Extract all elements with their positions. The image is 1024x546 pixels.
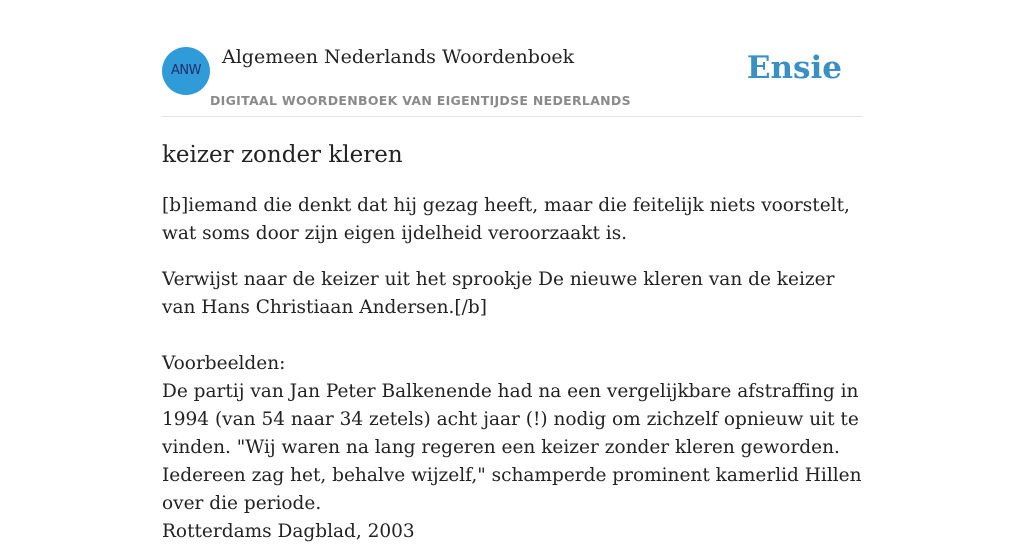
- entry-body: Verwijst naar de keizer uit het sprookje De nieuwe kleren van de keizer van Hans Christiaan Andersen.[/b] Voorbeelden: De partij van Jan Peter Balkenende had na een vergelijkbare afstraffing in 1994 (van 54 naar 34 zetels) acht jaar (!) nodig om zichzelf opnieuw uit te vinden. "Wij waren na lang regeren een keizer zonder kleren geworden. Iedereen zag het, behalve wijzelf," schamperde prominent kamerlid Hillen over die periode. Rotterdams Dagblad, 2003: [162, 269, 862, 542]
- ensie-brand-link[interactable]: Ensie: [746, 50, 842, 86]
- entry-content: [162, 138, 862, 546]
- site-subtitle: DIGITAAL WOORDENBOEK VAN EIGENTIJDSE NEDERLANDS: [210, 93, 631, 108]
- entry-headword: keizer zonder kleren: [162, 142, 403, 168]
- anw-logo[interactable]: ANW: [162, 47, 210, 95]
- site-title[interactable]: Algemeen Nederlands Woordenboek: [222, 46, 575, 68]
- site-header: [162, 40, 862, 117]
- entry-definition: [b]iemand die denkt dat hij gezag heeft, maar die feitelijk niets voorstelt, wat soms door zijn eigen ijdelheid veroorzaakt is.: [162, 195, 850, 244]
